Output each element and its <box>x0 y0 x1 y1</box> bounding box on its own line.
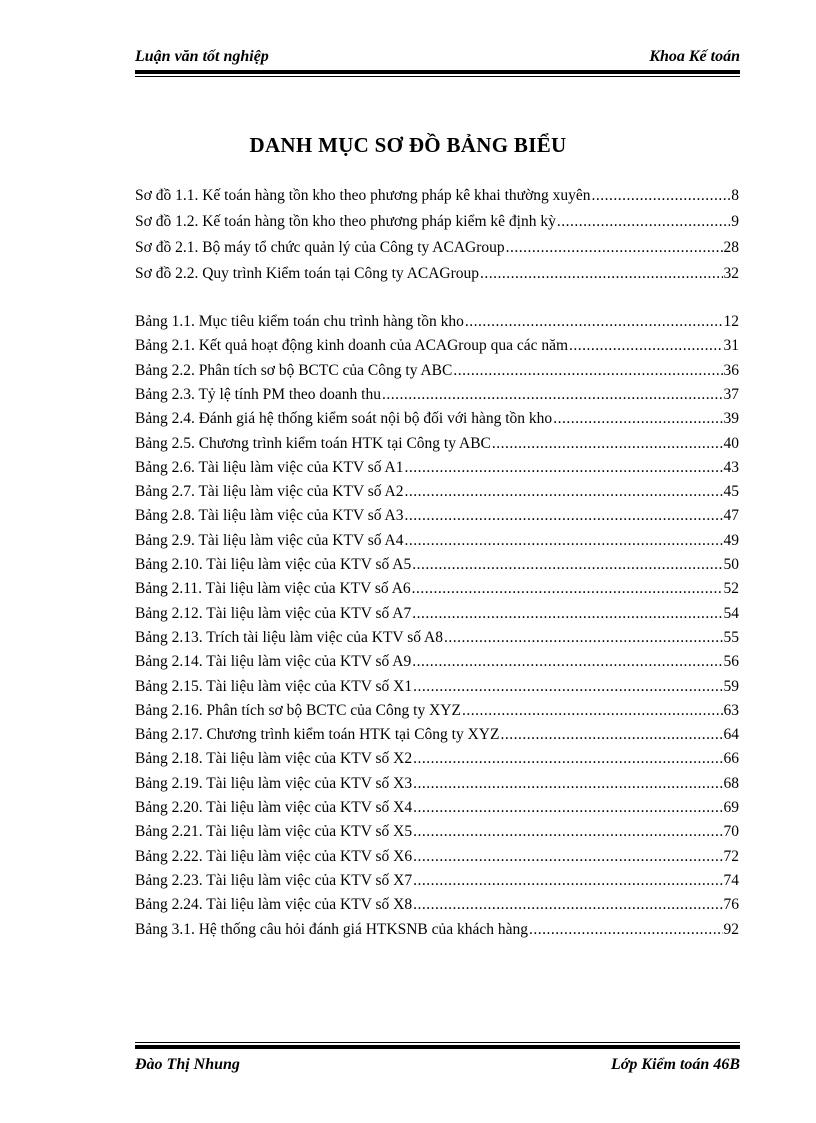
toc-entry-table[interactable] <box>135 555 739 575</box>
toc-entry-page: 37 <box>723 385 739 403</box>
toc-entry-table[interactable] <box>135 920 739 940</box>
toc-entry-label: Bảng 2.4. Đánh giá hệ thống kiểm soát nội bộ đối với hàng tồn kho <box>135 410 553 428</box>
toc-entry-page: 66 <box>723 750 739 768</box>
toc-entry-page: 92 <box>723 920 739 938</box>
footer-rule-thick <box>135 1045 740 1049</box>
header-rule-thin <box>135 76 740 77</box>
toc-entry-page: 63 <box>723 701 739 719</box>
toc-entry-label: Bảng 2.22. Tài liệu làm việc của KTV số X6 <box>135 847 413 865</box>
footer-author-name: Đào Thị Nhung <box>135 1056 240 1073</box>
toc-entry-label: Sơ đồ 2.2. Quy trình Kiểm toán tại Công ty ACAGroup <box>135 265 480 282</box>
toc-entry-page: 72 <box>723 847 739 865</box>
toc-entry-table[interactable] <box>135 774 739 794</box>
toc-entry-page: 40 <box>723 434 739 452</box>
toc-entry-table[interactable] <box>135 385 739 405</box>
dot-leader <box>413 774 722 794</box>
toc-entry-label: Bảng 2.15. Tài liệu làm việc của KTV số X1 <box>135 677 413 695</box>
dot-leader <box>453 361 722 381</box>
toc-entry-table[interactable] <box>135 895 739 915</box>
toc-entry-table[interactable] <box>135 458 739 478</box>
toc-entry-label: Bảng 2.24. Tài liệu làm việc của KTV số X8 <box>135 896 413 914</box>
toc-entry-label: Bảng 2.19. Tài liệu làm việc của KTV số X3 <box>135 774 413 792</box>
page-title: DANH MỤC SƠ ĐỒ BẢNG BIỂU <box>249 133 567 157</box>
toc-entry-label: Bảng 2.1. Kết quả hoạt động kinh doanh của ACAGroup qua các năm <box>135 337 569 355</box>
toc-entry-page: 47 <box>723 507 739 525</box>
toc-entry-table[interactable] <box>135 604 739 624</box>
dot-leader <box>529 920 722 940</box>
toc-entry-label: Bảng 2.14. Tài liệu làm việc của KTV số A9 <box>135 653 412 671</box>
toc-entry-label: Bảng 1.1. Mục tiêu kiểm toán chu trình hàng tồn kho <box>135 313 464 330</box>
dot-leader <box>492 434 723 454</box>
dot-leader <box>444 628 723 648</box>
toc-entry-table[interactable] <box>135 847 739 867</box>
toc-entry-label: Bảng 2.20. Tài liệu làm việc của KTV số X4 <box>135 799 413 816</box>
dot-leader <box>413 677 722 697</box>
toc-entry-diagram[interactable] <box>135 238 739 258</box>
toc-entry-label: Sơ đồ 1.2. Kế toán hàng tồn kho theo phương pháp kiểm kê định kỳ <box>135 213 556 230</box>
toc-entry-label: Bảng 3.1. Hệ thống câu hỏi đánh giá HTKSNB của khách hàng <box>135 920 529 938</box>
dot-leader <box>413 847 722 867</box>
dot-leader <box>404 531 722 551</box>
dot-leader <box>462 701 723 721</box>
toc-entry-label: Sơ đồ 2.1. Bộ máy tổ chức quản lý của Công ty ACAGroup <box>135 239 505 256</box>
toc-entry-page: 31 <box>723 337 739 355</box>
toc-entry-page: 39 <box>723 410 739 428</box>
toc-entry-page: 43 <box>723 458 739 476</box>
toc-entry-page: 54 <box>723 604 739 622</box>
toc-entry-label: Bảng 2.16. Phân tích sơ bộ BCTC của Công ty XYZ <box>135 701 461 719</box>
page-header <box>135 48 740 68</box>
toc-entry-page: 69 <box>723 799 739 816</box>
toc-entry-table[interactable] <box>135 506 739 526</box>
dot-leader <box>553 409 722 429</box>
dot-leader <box>592 186 731 206</box>
toc-entry-page: 12 <box>723 313 739 330</box>
toc-entry-page: 76 <box>723 896 739 914</box>
toc-entry-label: Bảng 2.12. Tài liệu làm việc của KTV số A7 <box>135 604 412 622</box>
dot-leader <box>413 871 722 891</box>
toc-entry-label: Bảng 2.18. Tài liệu làm việc của KTV số X2 <box>135 750 413 768</box>
page-footer <box>135 1056 740 1076</box>
toc-entry-table[interactable] <box>135 871 739 891</box>
toc-entry-table[interactable] <box>135 336 739 356</box>
toc-entry-page: 55 <box>723 628 739 646</box>
toc-entry-page: 70 <box>723 823 739 841</box>
toc-entry-page: 8 <box>731 187 739 204</box>
toc-entry-table[interactable] <box>135 628 739 648</box>
toc-entry-table[interactable] <box>135 361 739 381</box>
toc-entry-table[interactable] <box>135 822 739 842</box>
dot-leader <box>413 749 722 769</box>
toc-entry-label: Bảng 2.9. Tài liệu làm việc của KTV số A4 <box>135 531 404 549</box>
toc-entry-page: 49 <box>723 531 739 549</box>
header-rule-thick <box>135 70 740 74</box>
footer-class-label: Lớp Kiểm toán 46B <box>610 1056 740 1073</box>
dot-leader <box>404 506 722 526</box>
toc-entry-page: 64 <box>723 726 739 744</box>
toc-entry-table[interactable] <box>135 749 739 769</box>
toc-entry-page: 59 <box>723 677 739 695</box>
toc-entry-page: 36 <box>723 361 739 379</box>
toc-entry-label: Bảng 2.13. Trích tài liệu làm việc của KTV số A8 <box>135 628 443 646</box>
toc-entry-label: Sơ đồ 1.1. Kế toán hàng tồn kho theo phương pháp kê khai thường xuyên <box>135 187 591 204</box>
header-faculty-label: Khoa Kế toán <box>649 48 740 65</box>
toc-entry-page: 9 <box>731 213 739 230</box>
toc-entry-table[interactable] <box>135 677 739 697</box>
dot-leader <box>382 385 723 405</box>
toc-entry-diagram[interactable] <box>135 212 739 232</box>
toc-entry-label: Bảng 2.11. Tài liệu làm việc của KTV số A6 <box>135 580 411 598</box>
toc-entry-table[interactable] <box>135 798 739 818</box>
toc-entry-page: 50 <box>723 556 739 573</box>
toc-entry-table[interactable] <box>135 482 739 502</box>
toc-entry-page: 45 <box>723 483 739 501</box>
dot-leader <box>412 579 723 599</box>
dot-leader <box>413 895 722 915</box>
toc-entry-table[interactable] <box>135 652 739 672</box>
toc-entry-label: Bảng 2.7. Tài liệu làm việc của KTV số A2 <box>135 483 404 501</box>
toc-entry-page: 52 <box>723 580 739 598</box>
dot-leader <box>404 458 722 478</box>
toc-entry-label: Bảng 2.17. Chương trình kiểm toán HTK tại Công ty XYZ <box>135 726 500 744</box>
toc-entry-table[interactable] <box>135 579 739 599</box>
toc-entry-diagram[interactable] <box>135 264 739 284</box>
dot-leader <box>480 264 722 284</box>
toc-entry-label: Bảng 2.2. Phân tích sơ bộ BCTC của Công ty ABC <box>135 361 453 379</box>
dot-leader <box>465 312 723 332</box>
toc-entry-page: 28 <box>723 239 739 256</box>
toc-entry-label: Bảng 2.21. Tài liệu làm việc của KTV số X5 <box>135 823 413 841</box>
dot-leader <box>412 652 722 672</box>
toc-entry-page: 68 <box>723 774 739 792</box>
toc-entry-label: Bảng 2.10. Tài liệu làm việc của KTV số A5 <box>135 556 412 573</box>
dot-leader <box>506 238 723 258</box>
toc-entry-label: Bảng 2.6. Tài liệu làm việc của KTV số A1 <box>135 458 404 476</box>
dot-leader <box>500 725 722 745</box>
dot-leader <box>557 212 730 232</box>
toc-entry-page: 32 <box>723 265 739 282</box>
toc-entry-label: Bảng 2.8. Tài liệu làm việc của KTV số A3 <box>135 507 404 525</box>
dot-leader <box>569 336 722 356</box>
toc-entry-label: Bảng 2.23. Tài liệu làm việc của KTV số X7 <box>135 871 413 889</box>
toc-entry-page: 56 <box>723 653 739 671</box>
toc-entry-table[interactable] <box>135 701 739 721</box>
dot-leader <box>404 482 722 502</box>
dot-leader <box>413 822 722 842</box>
toc-entry-table[interactable] <box>135 531 739 551</box>
toc-entry-page: 74 <box>723 871 739 889</box>
toc-entry-label: Bảng 2.3. Tỷ lệ tính PM theo doanh thu <box>135 385 381 403</box>
dot-leader <box>412 555 722 575</box>
toc-entry-table[interactable] <box>135 312 739 332</box>
toc-entry-table[interactable] <box>135 434 739 454</box>
header-thesis-label: Luận văn tốt nghiệp <box>135 48 269 65</box>
dot-leader <box>412 604 722 624</box>
toc-entry-table[interactable] <box>135 725 739 745</box>
toc-entry-diagram[interactable] <box>135 186 739 206</box>
dot-leader <box>413 798 722 818</box>
toc-entry-table[interactable] <box>135 409 739 429</box>
footer-rule-thin <box>135 1042 740 1043</box>
toc-entry-label: Bảng 2.5. Chương trình kiểm toán HTK tại Công ty ABC <box>135 434 491 452</box>
